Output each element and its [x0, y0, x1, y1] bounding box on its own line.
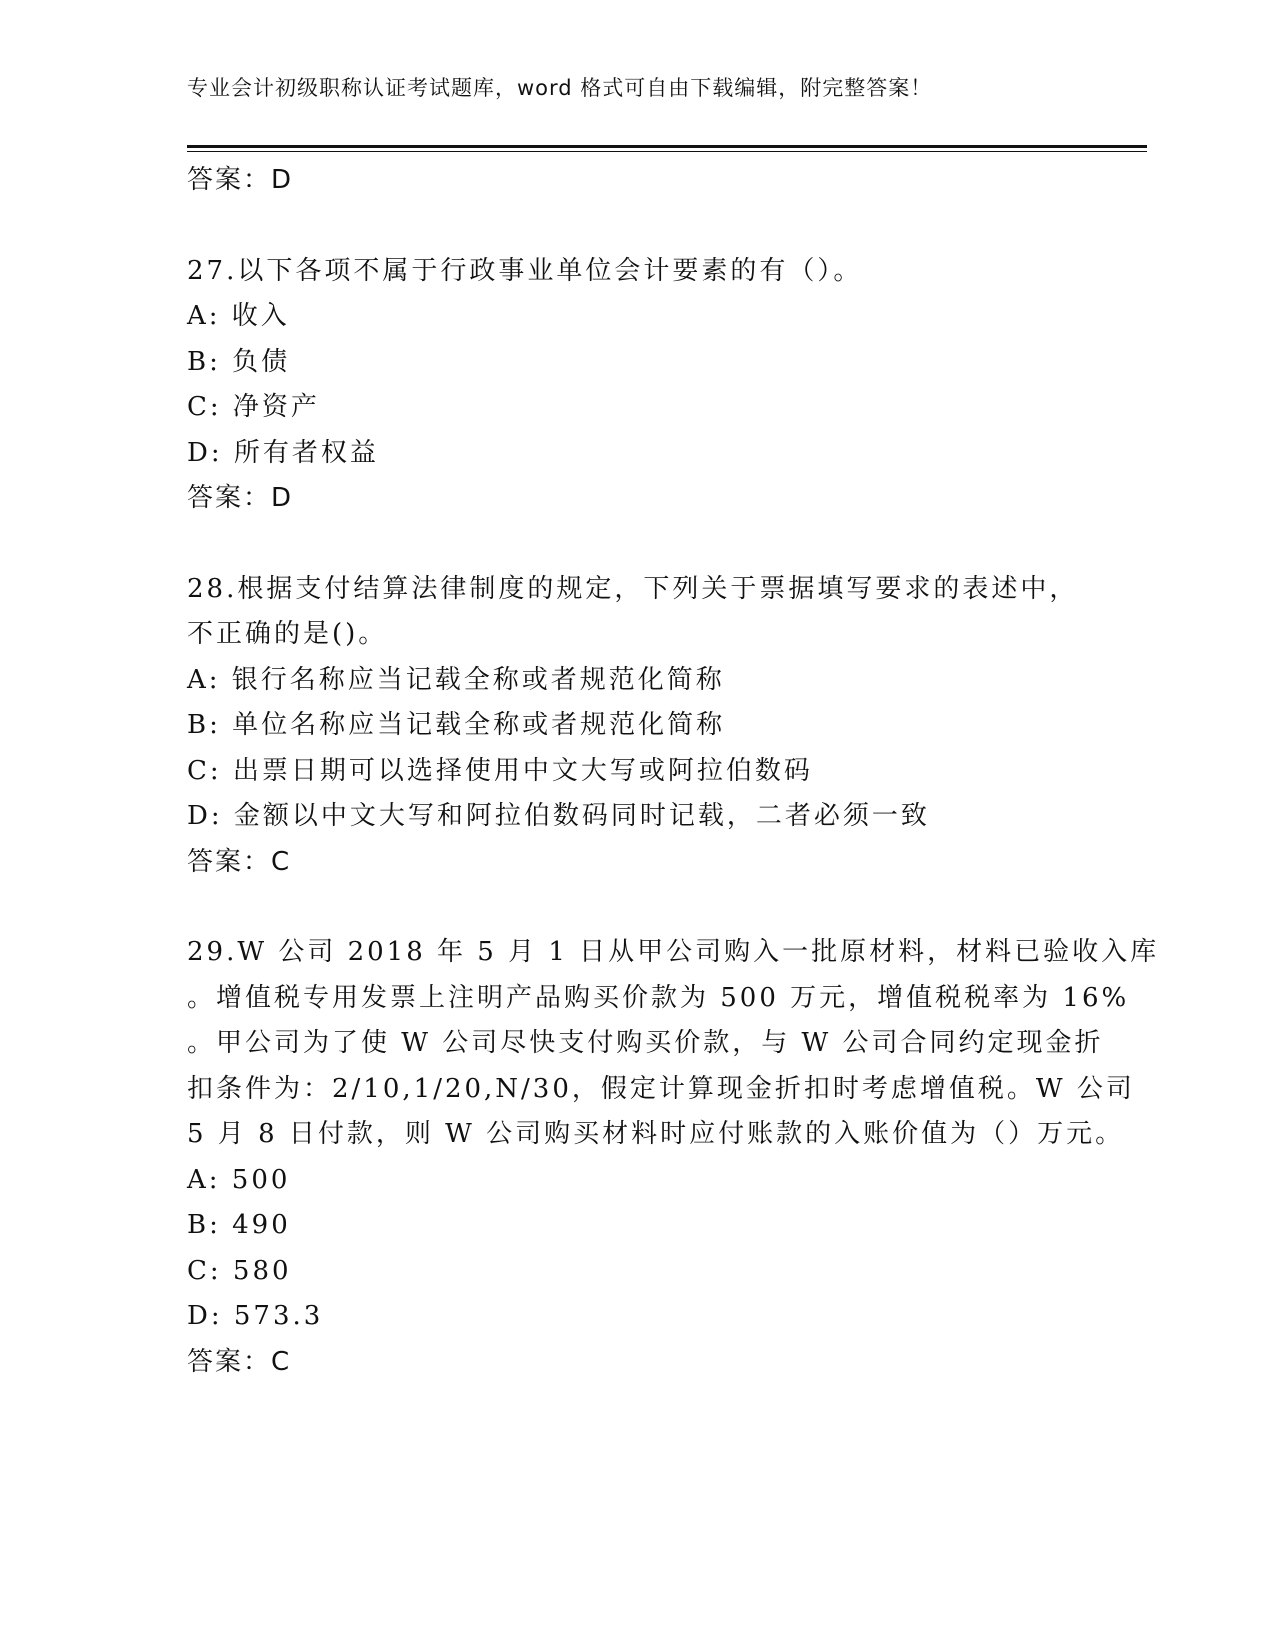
option-c: C: 净资产	[187, 392, 320, 422]
question-stem: 5 月 8 日付款，则 W 公司购买材料时应付账款的入账价值为（）万元。	[187, 1119, 1125, 1149]
question-stem: 28.根据支付结算法律制度的规定，下列关于票据填写要求的表述中，	[187, 573, 1079, 604]
option-a: A: 500	[187, 1164, 291, 1195]
question-stem: 。甲公司为了使 W 公司尽快支付购买价款，与 W 公司合同约定现金折	[187, 1028, 1104, 1058]
header-rule-thin	[187, 151, 1147, 152]
question-content	[187, 158, 1160, 1385]
option-b: B: 单位名称应当记载全称或者规范化简称	[187, 710, 726, 740]
option-d: D: 金额以中文大写和阿拉伯数码同时记载，二者必须一致	[187, 801, 930, 831]
option-d: D: 573.3	[187, 1301, 324, 1331]
option-b: B: 490	[187, 1210, 291, 1240]
question-stem: 扣条件为：2/10,1/20,N/30，假定计算现金折扣时考虑增值税。W 公司	[187, 1073, 1135, 1104]
answer-line: 答案：D	[187, 483, 294, 513]
question-27	[187, 249, 1087, 522]
page-header: 专业会计初级职称认证考试题库，word 格式可自由下载编辑，附完整答案！	[187, 76, 933, 100]
option-a: A: 收入	[187, 301, 290, 331]
question-stem: 不正确的是()。	[187, 619, 388, 649]
question-29	[187, 930, 1160, 1385]
question-stem: 27.以下各项不属于行政事业单位会计要素的有（）。	[187, 255, 863, 286]
header-rule-thick	[187, 145, 1147, 148]
answer-line: 答案：D	[187, 165, 294, 195]
option-d: D: 所有者权益	[187, 437, 379, 468]
option-a: A: 银行名称应当记载全称或者规范化简称	[187, 664, 725, 695]
question-stem: 29.W 公司 2018 年 5 月 1 日从甲公司购入一批原材料，材料已验收入库	[187, 937, 1160, 967]
question-stem: 。增值税专用发票上注明产品购买价款为 500 万元，增值税税率为 16%	[187, 982, 1130, 1013]
option-b: B: 负债	[187, 346, 291, 377]
option-c: C: 出票日期可以选择使用中文大写或阿拉伯数码	[187, 755, 813, 786]
answer-line: 答案：C	[187, 1346, 292, 1377]
option-c: C: 580	[187, 1255, 292, 1286]
question-28	[187, 567, 1087, 886]
answer-line: 答案：C	[187, 846, 292, 877]
